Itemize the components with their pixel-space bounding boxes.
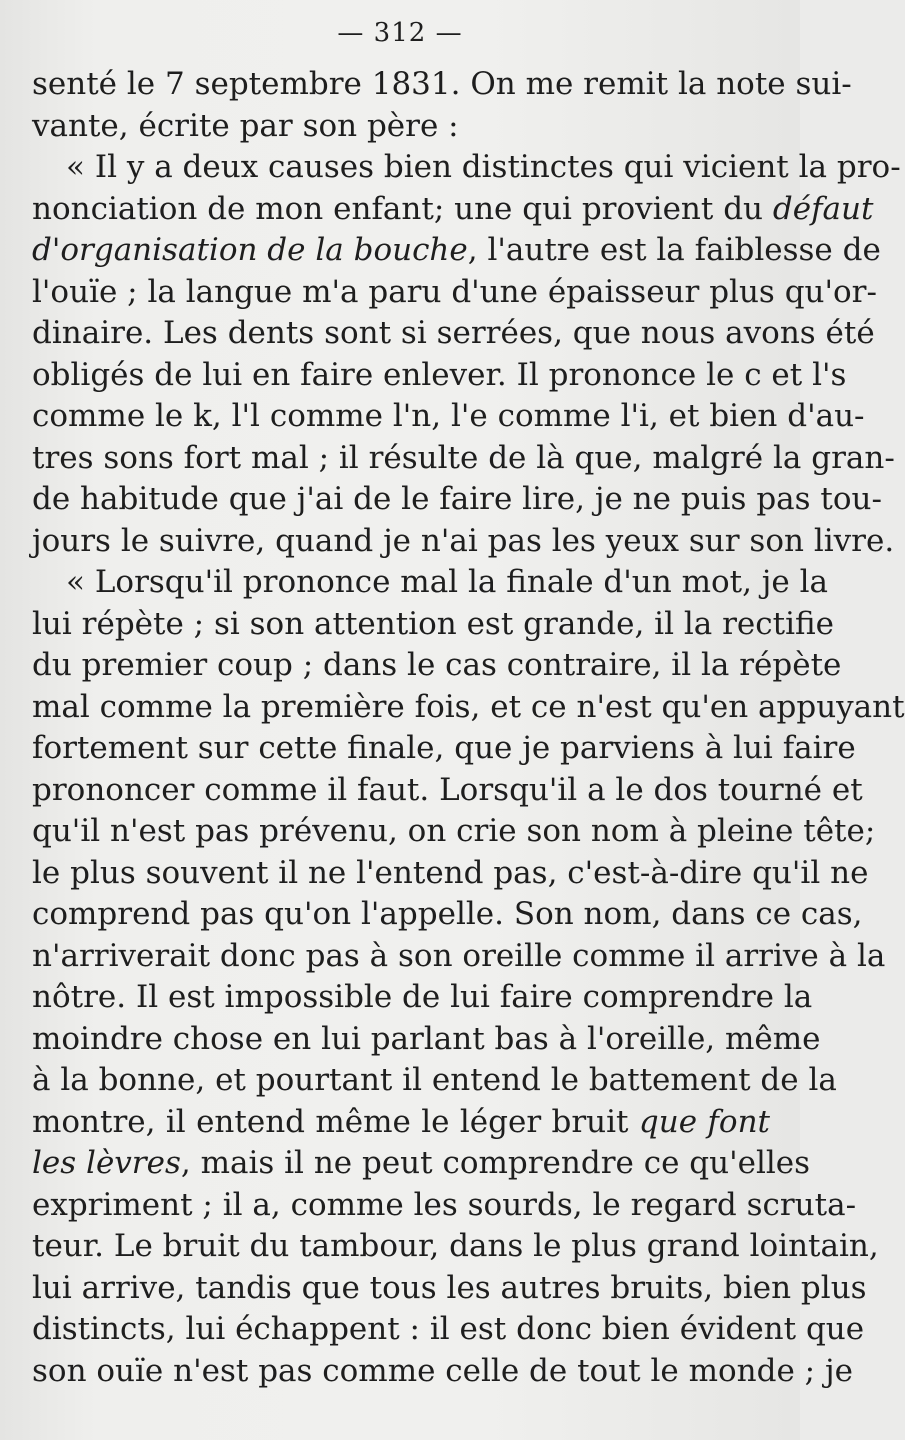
line-text: teur. Le bruit du tambour, dans le plus grand lointain, — [32, 1228, 879, 1264]
line-text: comme le k, l'l comme l'n, l'e comme l'i, et bien d'au- — [32, 398, 865, 434]
italic-text: que font — [638, 1103, 770, 1140]
text-line — [32, 313, 875, 355]
line-text: moindre chose en lui parlant bas à l'oreille, même — [32, 1020, 821, 1057]
text-line — [32, 1351, 853, 1393]
text-line — [32, 1226, 879, 1268]
line-text: tres sons fort mal ; il résulte de là que, malgré la gran- — [32, 439, 895, 476]
line-text: à la bonne, et pourtant il entend le battement de la — [32, 1062, 837, 1098]
line-text: son ouïe n'est pas comme celle de tout le monde ; je — [32, 1352, 853, 1389]
text-line — [32, 894, 863, 936]
text-line — [32, 687, 905, 729]
line-text: vante, écrite par son père : — [32, 107, 459, 144]
text-line — [32, 770, 863, 812]
line-text: prononcer comme il faut. Lorsqu'il a le dos tourné et — [32, 771, 863, 808]
italic-text: défaut — [772, 190, 874, 227]
page-number: — 312 — — [337, 18, 463, 48]
line-text: distincts, lui échappent : il est donc bien évident que — [32, 1311, 865, 1347]
text-line — [32, 521, 895, 563]
line-text: expriment ; il a, comme les sourds, le regard scruta- — [32, 1186, 857, 1223]
text-line — [32, 728, 856, 770]
text-line — [32, 147, 901, 189]
line-text: nonciation de mon enfant; une qui provient du — [32, 190, 773, 227]
line-text: le plus souvent il ne l'entend pas, c'est-à-dire qu'il ne — [32, 854, 869, 891]
text-line — [32, 1268, 867, 1310]
text-line — [32, 355, 847, 397]
line-text: fortement sur cette finale, que je parviens à lui faire — [32, 730, 856, 766]
text-line — [32, 811, 876, 853]
line-text: , l'autre est la faiblesse de — [467, 232, 881, 268]
text-line — [32, 853, 869, 895]
line-text: mal comme la première fois, et ce n'est qu'en appuyant — [32, 688, 905, 725]
line-text: lui arrive, tandis que tous les autres bruits, bien plus — [32, 1269, 867, 1306]
text-line — [32, 645, 842, 687]
line-text: , mais il ne peut comprendre ce qu'elles — [180, 1145, 811, 1181]
text-line — [32, 479, 882, 521]
line-text: comprend pas qu'on l'appelle. Son nom, dans ce cas, — [32, 896, 863, 932]
italic-text: d'organisation de la bouche — [32, 232, 468, 268]
text-line — [32, 396, 865, 438]
line-text: « Il y a deux causes bien distinctes qui vicient la pro- — [66, 149, 901, 185]
text-line — [32, 189, 874, 231]
text-line — [32, 936, 886, 978]
line-text: senté le 7 septembre 1831. On me remit la note sui- — [32, 66, 852, 102]
text-line — [32, 438, 895, 480]
line-text: de habitude que j'ai de le faire lire, je ne puis pas tou- — [32, 481, 882, 517]
line-text: dinaire. Les dents sont si serrées, que nous avons été — [32, 315, 875, 351]
text-line — [32, 106, 770, 148]
line-text: obligés de lui en faire enlever. Il prononce le c et l's — [32, 356, 847, 393]
line-text: « Lorsqu'il prononce mal la finale d'un mot, je la — [66, 564, 829, 600]
text-line — [32, 1309, 865, 1351]
text-line — [32, 230, 881, 272]
text-line — [32, 1143, 811, 1185]
text-line — [32, 604, 835, 646]
line-text: l'ouïe ; la langue m'a paru d'une épaisseur plus qu'or- — [32, 273, 877, 310]
italic-text: les lèvres — [32, 1145, 181, 1181]
line-text: jours le suivre, quand je n'ai pas les yeux sur son livre. — [32, 522, 895, 559]
line-text: montre, il entend même le léger bruit — [32, 1103, 639, 1140]
text-line — [32, 1102, 770, 1144]
line-text: qu'il n'est pas prévenu, on crie son nom à pleine tête; — [32, 813, 876, 849]
text-line — [32, 1019, 821, 1061]
line-text: nôtre. Il est impossible de lui faire comprendre la — [32, 979, 813, 1015]
line-text: n'arriverait donc pas à son oreille comme il arrive à la — [32, 937, 886, 974]
text-line — [32, 272, 877, 314]
text-line — [32, 1185, 857, 1227]
text-line — [32, 562, 829, 604]
text-line — [32, 64, 852, 106]
line-text: du premier coup ; dans le cas contraire, il la répète — [32, 647, 842, 683]
text-line — [32, 977, 813, 1019]
text-line — [32, 1060, 837, 1102]
body-text — [32, 64, 905, 1392]
line-text: lui répète ; si son attention est grande, il la rectifie — [32, 605, 835, 642]
